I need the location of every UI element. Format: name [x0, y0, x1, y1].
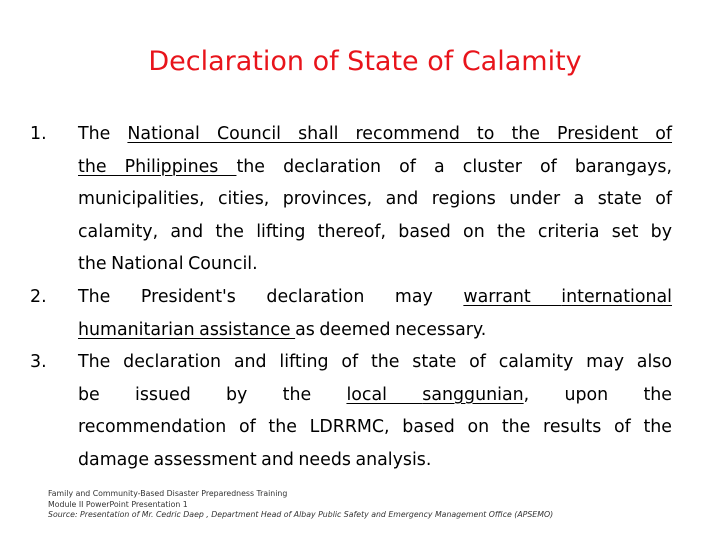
text-line — [78, 379, 672, 412]
numbered-list — [30, 118, 672, 477]
text-run: the declaration of a cluster of barangays, — [236, 156, 673, 177]
text-run: , upon the — [523, 384, 672, 405]
underlined-word: international — [561, 286, 672, 307]
list-number: 3. — [30, 352, 47, 373]
underlined-phrase: humanitarian assistance — [78, 319, 296, 340]
text-line — [78, 118, 672, 151]
text-line — [78, 281, 672, 314]
text-run: be issued by the — [78, 384, 347, 405]
text-line: calamity, and the lifting thereof, based on the criteria set by — [78, 221, 672, 242]
list-number: 1. — [30, 124, 47, 144]
text-line: damage assessment and needs analysis. — [78, 449, 432, 470]
list-item-2 — [30, 281, 672, 346]
underlined-word: warrant — [463, 286, 562, 307]
slide-footer — [48, 489, 553, 521]
text-line — [78, 314, 672, 347]
list-item-1 — [30, 118, 672, 281]
list-item-3 — [30, 346, 672, 476]
footer-line-module: Module II PowerPoint Presentation 1 — [48, 499, 188, 509]
text-line: the National Council. — [78, 254, 258, 275]
slide-title: Declaration of State of Calamity — [148, 46, 582, 77]
footer-line-source: Source: Presentation of Mr. Cedric Daep , Department Head of Albay Public Safety and Emergency Management Office (APSEMO) — [48, 510, 554, 519]
text-run: as deemed necessary. — [295, 319, 487, 340]
text-line: recommendation of the LDRRMC, based on the results of the — [78, 417, 672, 438]
text-line: The declaration and lifting of the state of calamity may also — [78, 352, 672, 373]
list-number: 2. — [30, 286, 47, 307]
underlined-phrase: the Philippines — [78, 156, 237, 177]
underlined-word: sanggunian — [422, 384, 524, 405]
text-run: The — [78, 124, 128, 144]
footer-line-training: Family and Community-Based Disaster Preparedness Training — [48, 489, 288, 498]
text-run: The President's declaration may — [78, 286, 464, 307]
underlined-word: local — [346, 384, 423, 405]
underlined-phrase: National Council shall recommend to the President of — [127, 124, 673, 144]
text-line: municipalities, cities, provinces, and regions under a state of — [78, 189, 672, 210]
text-line — [78, 151, 672, 184]
